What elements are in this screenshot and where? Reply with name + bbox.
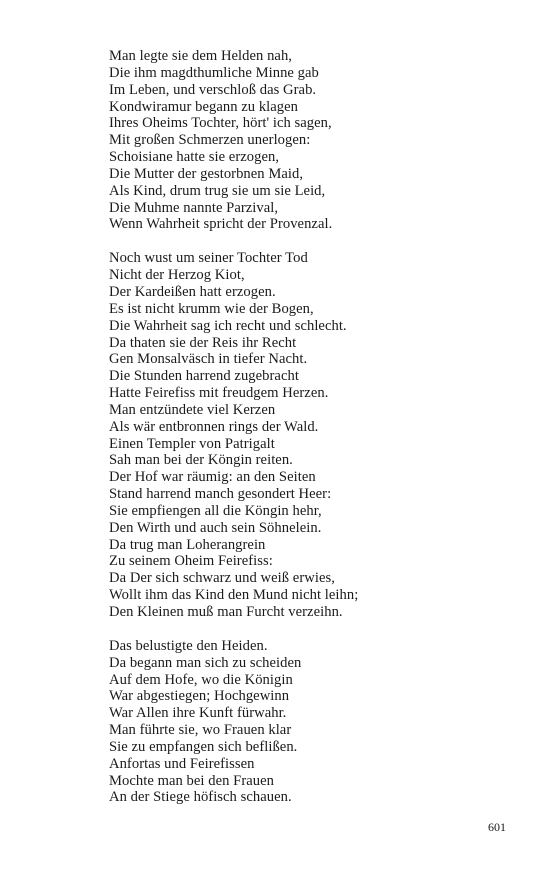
verse-line: Da thaten sie der Reis ihr Recht <box>109 334 297 351</box>
verse-line: Hatte Feirefiss mit freudgem Herzen. <box>109 385 329 402</box>
verse-line: Als Kind, drum trug sie um sie Leid, <box>109 182 326 199</box>
verse-line: Sah man bei der Köngin reiten. <box>109 452 293 469</box>
verse-line: Einen Templer von Patrigalt <box>109 435 275 452</box>
verse-line: Mit großen Schmerzen unerlogen: <box>109 132 311 149</box>
verse-line: Den Wirth und auch sein Söhnelein. <box>109 519 322 536</box>
poem-text <box>109 48 509 823</box>
verse-line: Zu seinem Oheim Feirefiss: <box>109 553 273 570</box>
verse-line: Die ihm magdthumliche Minne gab <box>109 64 319 81</box>
verse-line: Auf dem Hofe, wo die Königin <box>109 671 293 688</box>
verse-line: Die Muhme nannte Parzival, <box>109 199 279 216</box>
verse-line: War Allen ihre Kunft fürwahr. <box>109 705 287 722</box>
verse-line: Den Kleinen muß man Furcht verzeihn. <box>109 604 343 620</box>
verse-line: War abgestiegen; Hochgewinn <box>109 688 290 705</box>
verse-line: Die Mutter der gestorbnen Maid, <box>109 165 304 182</box>
verse-line: Das belustigte den Heiden. <box>109 637 268 654</box>
verse-line: Der Hof war räumig: an den Seiten <box>109 469 316 486</box>
page-number: 601 <box>488 820 506 834</box>
verse-line: Im Leben, und verschloß das Grab. <box>109 81 317 98</box>
verse-line: Wollt ihm das Kind den Mund nicht leihn; <box>109 587 359 604</box>
stanza <box>109 250 509 621</box>
verse-line: Da begann man sich zu scheiden <box>109 654 302 671</box>
verse-line: Schoisiane hatte sie erzogen, <box>109 149 280 166</box>
verse-line: Man legte sie dem Helden nah, <box>109 48 293 64</box>
verse-line: Gen Monsalväsch in tiefer Nacht. <box>109 351 308 368</box>
verse-line: Sie zu empfangen sich beflißen. <box>109 738 298 755</box>
verse-line: Da Der sich schwarz und weiß erwies, <box>109 570 335 587</box>
verse-line: Nicht der Herzog Kiot, <box>109 267 245 284</box>
verse-line: Stand harrend manch gesondert Heer: <box>109 486 332 503</box>
verse-line: Man führte sie, wo Frauen klar <box>109 722 292 739</box>
stanza <box>109 638 509 806</box>
verse-line: Ihres Oheims Tochter, hört' ich sagen, <box>109 115 332 132</box>
stanza <box>109 48 509 233</box>
verse-line: Mochte man bei den Frauen <box>109 772 274 789</box>
verse-line: Als wär entbronnen rings der Wald. <box>109 418 319 435</box>
verse-line: Es ist nicht krumm wie der Bogen, <box>109 300 314 317</box>
verse-line: Die Wahrheit sag ich recht und schlecht. <box>109 317 347 334</box>
verse-line: Da trug man Loherangrein <box>109 536 266 553</box>
verse-line: Man entzündete viel Kerzen <box>109 401 276 418</box>
verse-line: Noch wust um seiner Tochter Tod <box>109 250 308 267</box>
verse-line: Kondwiramur begann zu klagen <box>109 98 299 115</box>
verse-line: An der Stiege höfisch schauen. <box>109 789 292 806</box>
verse-line: Sie empfiengen all die Köngin hehr, <box>109 502 322 519</box>
verse-line: Wenn Wahrheit spricht der Provenzal. <box>109 216 333 233</box>
verse-line: Anfortas und Feirefissen <box>109 755 255 772</box>
verse-line: Der Kardeißen hatt erzogen. <box>109 283 276 300</box>
verse-line: Die Stunden harrend zugebracht <box>109 368 299 385</box>
